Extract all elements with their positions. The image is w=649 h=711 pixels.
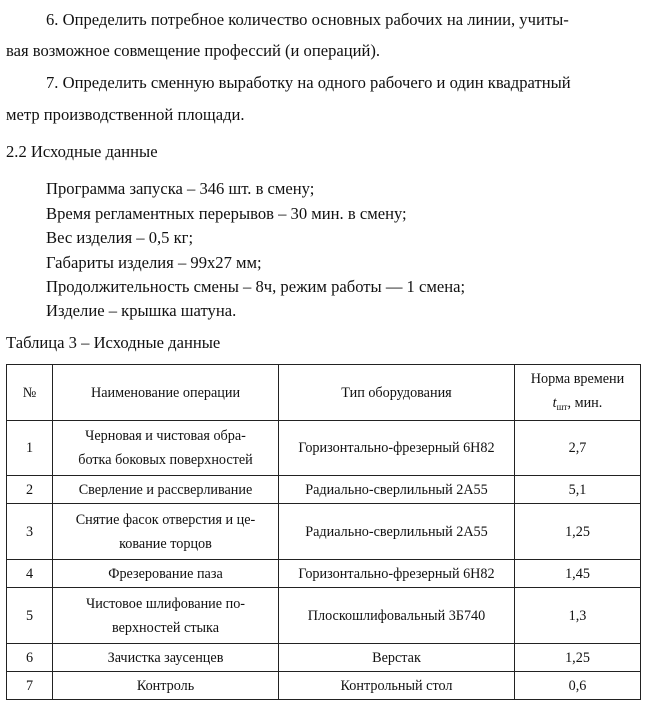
row-operation	[53, 504, 279, 560]
table-row	[7, 588, 641, 644]
row-operation: Сверление и рассверливание	[53, 476, 279, 504]
row-norm: 5,1	[515, 476, 641, 504]
row-num: 5	[7, 588, 53, 644]
initial-data-item: Продолжительность смены – 8ч, режим работы — 1 смена;	[46, 277, 466, 296]
row-norm: 0,6	[515, 672, 641, 700]
header-time-norm-line1: Норма времени	[530, 370, 625, 387]
row-norm: 1,45	[515, 560, 641, 588]
row-num: 7	[7, 672, 53, 700]
operation-line: ботка боковых поверхностей	[78, 452, 253, 468]
row-operation	[53, 588, 279, 644]
row-norm: 1,3	[515, 588, 641, 644]
row-equipment: Горизонтально-фрезерный 6Н82	[279, 421, 515, 476]
initial-data-item: Программа запуска – 346 шт. в смену;	[46, 179, 315, 198]
header-num: №	[7, 365, 53, 421]
initial-data-item: Габариты изделия – 99х27 мм;	[46, 253, 262, 272]
row-equipment: Радиально-сверлильный 2А55	[279, 504, 515, 560]
paragraph-6-line-1: 6. Определить потребное количество основных рабочих на линии, учиты-	[46, 10, 569, 29]
operation-line: верхностей стыка	[111, 619, 220, 636]
row-norm: 1,25	[515, 644, 641, 672]
operation-line: Снятие фасок отверстия и це-	[75, 511, 256, 528]
table-row	[7, 476, 641, 504]
table-caption: Таблица 3 – Исходные данные	[6, 333, 221, 352]
row-operation: Контроль	[53, 672, 279, 700]
operation-line: Черновая и чистовая обра-	[85, 428, 246, 444]
paragraph-7-line-1: 7. Определить сменную выработку на одного рабочего и один квадратный	[46, 73, 571, 92]
header-operation: Наименование операции	[53, 365, 279, 421]
paragraph-6-line-2: вая возможное совмещение профессий (и операций).	[6, 41, 381, 60]
paragraph-7-line-2: метр производственной площади.	[6, 105, 245, 124]
row-operation	[53, 421, 279, 476]
operation-line: кование торцов	[119, 535, 212, 552]
row-num: 2	[7, 476, 53, 504]
header-equipment: Тип оборудования	[279, 365, 515, 421]
operation-line: Чистовое шлифование по-	[85, 595, 246, 612]
row-equipment: Плоскошлифовальный 3Б740	[279, 588, 515, 644]
table-row	[7, 421, 641, 476]
initial-data-item: Время регламентных перерывов – 30 мин. в смену;	[46, 204, 407, 223]
row-num: 3	[7, 504, 53, 560]
row-norm: 2,7	[515, 421, 641, 476]
row-num: 1	[7, 421, 53, 476]
table-row	[7, 560, 641, 588]
initial-data-item: Изделие – крышка шатуна.	[46, 301, 237, 320]
row-equipment: Радиально-сверлильный 2А55	[279, 476, 515, 504]
row-operation: Фрезерование паза	[53, 560, 279, 588]
row-equipment: Верстак	[279, 644, 515, 672]
t-subscript: шт	[556, 401, 568, 412]
time-unit: , мин.	[567, 394, 603, 411]
row-equipment: Контрольный стол	[279, 672, 515, 700]
header-time-norm	[515, 365, 641, 421]
t-symbol: t	[552, 394, 557, 411]
header-time-norm-line2	[519, 391, 636, 419]
row-num: 6	[7, 644, 53, 672]
initial-data-item: Вес изделия – 0,5 кг;	[46, 228, 194, 247]
table-row	[7, 504, 641, 560]
table-header-row	[7, 365, 641, 421]
row-num: 4	[7, 560, 53, 588]
section-heading: 2.2 Исходные данные	[6, 142, 158, 161]
row-operation: Зачистка заусенцев	[53, 644, 279, 672]
table-row	[7, 644, 641, 672]
row-equipment: Горизонтально-фрезерный 6Н82	[279, 560, 515, 588]
source-data-table	[6, 364, 641, 700]
table-row	[7, 672, 641, 700]
row-norm: 1,25	[515, 504, 641, 560]
